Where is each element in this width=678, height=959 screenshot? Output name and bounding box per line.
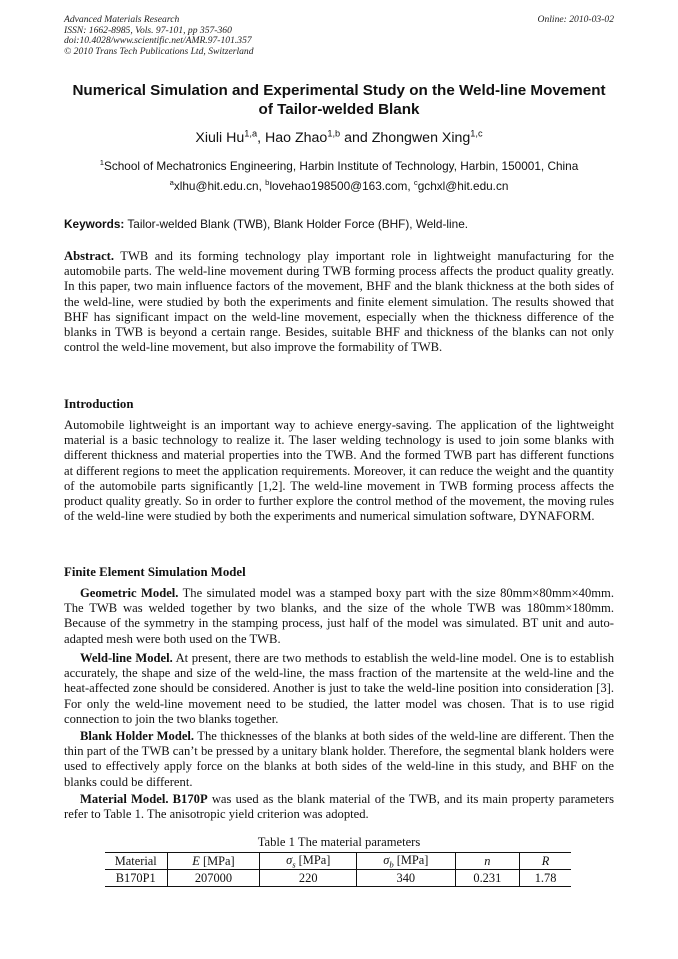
email-link[interactable]: lovehao198500@163.com: [269, 179, 408, 193]
col-header-material: Material: [114, 853, 157, 868]
email-mark: b: [265, 178, 270, 188]
journal-issn: ISSN: 1662-8985, Vols. 97-101, pp 357-360: [64, 24, 232, 36]
author-separator: and: [340, 130, 372, 146]
cell-r: 1.78: [520, 870, 571, 887]
weldline-model-text: At present, there are two methods to establish the weld-line model. One is to establish accurately, the shape and size of the weld-line, the mass fraction of the martensite at the weld-line and the heat-affected zone should be considered. Another is just to take the weld-line position into consideration [3]. For only the weld-line movement need to be studied, the latter model was chosen. That is to use rigid connection to join the two blanks together.: [64, 651, 615, 726]
sigma-glyph: σ: [383, 853, 390, 867]
email-separator: ,: [258, 179, 266, 193]
author-separator: ,: [257, 130, 265, 146]
col-header-sigma-s: [260, 853, 357, 870]
email-separator: ,: [407, 179, 414, 193]
geometric-model-text: The simulated model was a stamped boxy part with the size 80mm×80mm×40mm. The TWB was welded together by two blanks, and the size of the whole TWB was 180mm×180mm. Because of the symmetry in the stamping process, just half of the model was simulated. BT unit and auto-adapted mesh were both used on the TWB.: [64, 586, 614, 646]
keywords-text: Tailor-welded Blank (TWB), Blank Holder Force (BHF), Weld-line.: [124, 217, 469, 231]
abstract: [64, 249, 614, 355]
cell-material: B170P1: [115, 870, 156, 885]
material-model-paragraph: [64, 792, 614, 822]
affiliation-mark: 1: [99, 158, 104, 168]
abstract-label: Abstract.: [64, 249, 115, 263]
blank-holder-model-paragraph: [64, 729, 614, 790]
online-date: Online: 2010-03-02: [537, 14, 614, 25]
weldline-model-label: Weld-line Model.: [80, 651, 173, 665]
col-header-n: n: [455, 853, 520, 870]
cell-sigma-b: 340: [357, 870, 456, 887]
sigma-subscript: s: [292, 859, 296, 870]
keywords-label: Keywords:: [64, 217, 125, 231]
paper-title: Numerical Simulation and Experimental Study on the Weld-line Movement of Tailor-welded Blank: [72, 82, 606, 118]
header-left: [64, 15, 614, 57]
email-link[interactable]: gchxl@hit.edu.cn: [417, 179, 509, 193]
author-emails: [64, 179, 614, 193]
material-parameters-table: [105, 852, 571, 887]
cell-e: 207000: [167, 870, 260, 887]
table-header-row: [105, 853, 571, 870]
author-affil-mark: 1,a: [244, 128, 258, 139]
section-heading-introduction: Introduction: [64, 397, 134, 411]
cell-n: 0.231: [455, 870, 520, 887]
introduction-text: Automobile lightweight is an important way to achieve energy-saving. The application of the lightweight material is a basic technology to realize it. The laser welding technology is used to join some blanks with different thickness and material properties into the TWB. And the formed TWB part has different functions at different regions to meet the application requirements. Moreover, it can reduce the weight and the quantity of the automobile parts significantly [1,2]. The weld-line movement in TWB forming process affects the product quality greatly. So in order to further explore the control method of the movement, the moving rules of the weld-line were studied by both the experiments and numerical simulation software, DYNAFORM.: [64, 418, 614, 524]
email-mark: c: [413, 178, 418, 188]
copyright-notice: © 2010 Trans Tech Publications Ltd, Switzerland: [64, 45, 254, 57]
section-heading-fem: Finite Element Simulation Model: [64, 565, 246, 579]
material-model-label: Material Model. B170P: [80, 792, 208, 806]
affiliation: [64, 159, 614, 173]
email-mark: a: [169, 178, 174, 188]
col-header-e: [167, 853, 260, 870]
blank-holder-model-label: Blank Holder Model.: [80, 729, 195, 743]
author-name: Zhongwen Xing: [371, 130, 471, 146]
keywords: [64, 217, 614, 231]
geometric-model-label: Geometric Model.: [80, 586, 179, 600]
col-header-sigma-b: [357, 853, 456, 870]
author-list: [64, 130, 614, 146]
author-affil-mark: 1,b: [327, 128, 341, 139]
table-caption: Table 1 The material parameters: [257, 835, 421, 849]
abstract-text: TWB and its forming technology play important role in lightweight manufacturing for the automobile parts. The weld-line movement during TWB forming process affects the product quality greatly. In this paper, two main influence factors of the movement, BHF and the blank thickness at the both sides of the weld-line, were studied by both the experiments and finite element simulation. The results showed that BHF has significant impact on the weld-line movement, especially when the thickness difference of the blanks in TWB is beyond a certain range. Besides, suitable BHF and thickness of the blanks can not only control the weld-line movement, but also improve the formability of TWB.: [64, 249, 614, 355]
author-name: Hao Zhao: [265, 130, 328, 146]
journal-header: [64, 15, 614, 57]
unit-sigma-s: [MPa]: [295, 853, 331, 867]
symbol-sigma-s: [286, 853, 296, 870]
weldline-model-paragraph: [64, 651, 614, 727]
affiliation-text: School of Mechatronics Engineering, Harbin Institute of Technology, Harbin, 150001, China: [103, 159, 579, 173]
unit-e: [MPa]: [199, 853, 235, 868]
journal-name: Advanced Materials Research: [64, 14, 180, 25]
author-name: Xiuli Hu: [195, 130, 245, 146]
table-row: [105, 870, 571, 887]
cell-sigma-s: 220: [260, 870, 357, 887]
sigma-subscript: b: [389, 859, 394, 870]
symbol-e: E: [192, 853, 200, 868]
unit-sigma-b: [MPa]: [393, 853, 429, 867]
email-link[interactable]: xlhu@hit.edu.cn: [173, 179, 259, 193]
geometric-model-paragraph: [64, 586, 614, 647]
symbol-sigma-b: [383, 853, 394, 870]
sigma-glyph: σ: [286, 853, 293, 867]
author-affil-mark: 1,c: [470, 128, 483, 139]
article-doi: doi:10.4028/www.scientific.net/AMR.97-101.357: [64, 35, 252, 47]
blank-holder-model-text: The thicknesses of the blanks at both sides of the weld-line are different. Then the thin part of the TWB can’t be pressed by a unitary blank holder. Therefore, the segmental blank holders were used to effectively apply force on the blanks at both sides of the weld-line in this study, and BHF on the blanks could be different.: [64, 729, 614, 789]
col-header-r: R: [520, 853, 571, 870]
material-model-text: was used as the blank material of the TWB, and its main property parameters refer to Table 1. The anisotropic yield criterion was adopted.: [64, 792, 614, 822]
